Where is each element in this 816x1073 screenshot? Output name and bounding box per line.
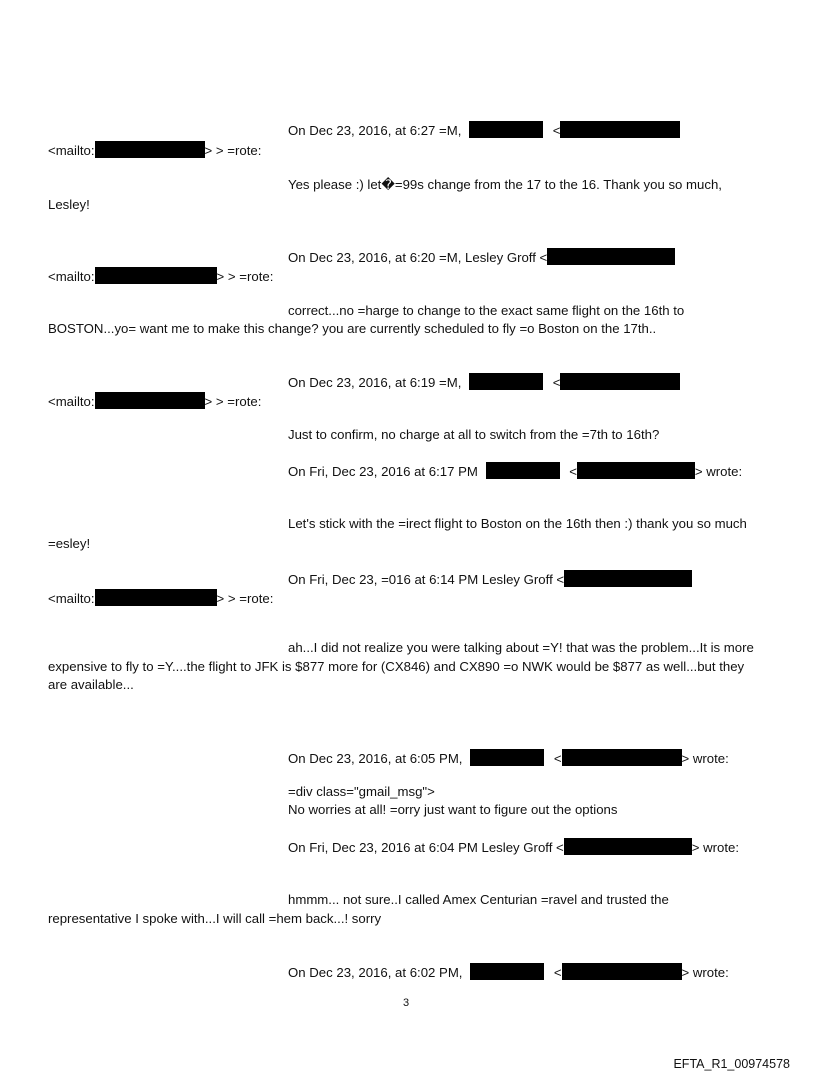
reply-header: On Dec 23, 2016, at 6:02 PM, < > wrote: [288,965,729,980]
mailto-line: <mailto: > > =rote: [48,591,274,606]
redaction-box [564,570,692,587]
redaction-box [547,248,675,265]
reply-header: On Dec 23, 2016, at 6:19 =M, < [288,373,680,391]
mailto-line: <mailto: > > =rote: [48,143,262,158]
redaction-box [562,749,682,766]
document-id: EFTA_R1_00974578 [673,1057,790,1071]
message-body: Lesley! [48,197,90,212]
message-body: Just to confirm, no charge at all to switch from the =7th to 16th? [288,427,660,442]
reply-header: On Fri, Dec 23, 2016 at 6:04 PM Lesley Groff < > wrote: [288,840,740,855]
message-body: hmmm... not sure..I called Amex Centurian =ravel and trusted the [288,892,669,907]
message-body: BOSTON...yo= want me to make this change? you are currently scheduled to fly =o Boston on the 17th.. [48,321,657,336]
message-body: are available... [48,677,134,692]
page-number: 3 [403,997,410,1009]
message-body: =esley! [48,536,91,551]
redaction-box [486,462,560,479]
message-body: =div class="gmail_msg"> [288,784,435,799]
message-body: Yes please :) let�=99s change from the 17 to the 16. Thank you so much, [288,177,722,192]
message-body: No worries at all! =orry just want to figure out the options [288,802,618,817]
message-body: ah...I did not realize you were talking about =Y! that was the problem...It is more [288,640,754,655]
mailto-line: <mailto: > > =rote: [48,394,262,409]
redaction-box [95,267,217,284]
message-body: correct...no =harge to change to the exact same flight on the 16th to [288,303,685,318]
redaction-box [95,141,205,158]
redaction-box [470,963,544,980]
reply-header: On Fri, Dec 23, =016 at 6:14 PM Lesley Groff < [288,570,692,588]
redaction-box [95,589,217,606]
reply-header: On Fri, Dec 23, 2016 at 6:17 PM < > wrote: [288,464,743,479]
message-body: representative I spoke with...I will call =hem back...! sorry [48,911,382,926]
redaction-box [577,462,695,479]
redaction-box [469,373,543,390]
mailto-line: <mailto: > > =rote: [48,269,274,284]
reply-header: On Dec 23, 2016, at 6:27 =M, < [288,121,680,139]
message-body: Let's stick with the =irect flight to Boston on the 16th then :) thank you so much [288,516,747,531]
message-body: expensive to fly to =Y....the flight to JFK is $877 more for (CX846) and CX890 =o NWK would be $877 as well...but they [48,659,745,674]
redaction-box [469,121,543,138]
reply-header: On Dec 23, 2016, at 6:20 =M, Lesley Groff < [288,248,675,266]
redaction-box [560,121,680,138]
redaction-box [562,963,682,980]
redaction-box [95,392,205,409]
redaction-box [564,838,692,855]
redaction-box [470,749,544,766]
reply-header: On Dec 23, 2016, at 6:05 PM, < > wrote: [288,751,729,766]
redaction-box [560,373,680,390]
